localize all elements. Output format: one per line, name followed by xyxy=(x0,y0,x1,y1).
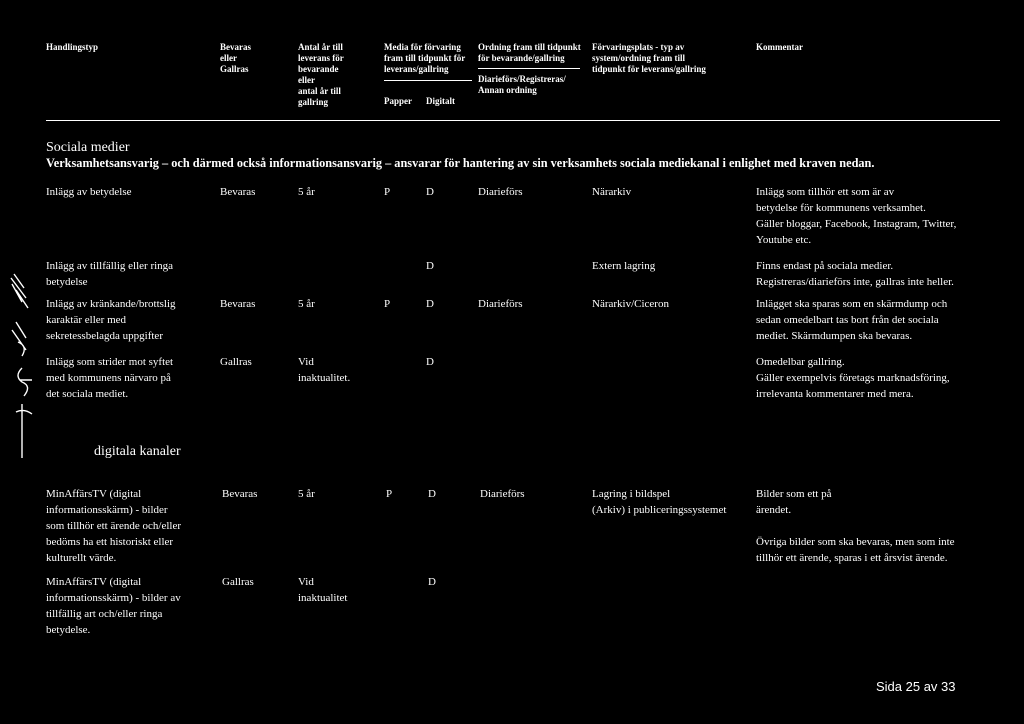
cell-handlingstyp: Inlägg som strider mot syftet med kommunens närvaro på det sociala mediet. xyxy=(46,356,174,400)
cell-forvaringsplats: Närarkiv/Ciceron xyxy=(592,298,669,310)
cell-digital: D xyxy=(426,356,434,368)
cell-forvaringsplats: Närarkiv xyxy=(592,186,632,198)
cell-kommentar: Inlägget ska sparas som en skärmdump och sedan omedelbart tas bort från det sociala mediet. Skärmdumpen ska bevaras. xyxy=(756,298,948,342)
header-antal-ar: Antal år till leverans för bevarande eller antal år till gallring xyxy=(298,42,344,107)
cell-kommentar: Finns endast på sociala medier. Registreras/diarieförs inte, gallras inte heller. xyxy=(756,260,954,288)
section-subtitle: Verksamhetsansvarig – och därmed också informationsansvarig – ansvarar för hantering av sin verksamhets sociala mediekanal i enlighet med kraven nedan. xyxy=(46,156,875,170)
header-bevaras-gallras: Bevaras eller Gallras xyxy=(220,42,251,74)
cell-years: 5 år xyxy=(298,186,315,198)
cell-paper: P xyxy=(384,298,391,310)
cell-ordning: Diarieförs xyxy=(480,488,525,500)
cell-handlingstyp: MinAffärsTV (digital informationsskärm) - bilder av tillfällig art och/eller ringa betydelse. xyxy=(46,576,181,636)
header-kommentar: Kommentar xyxy=(756,42,803,52)
section-title-digitala-kanaler: digitala kanaler xyxy=(94,444,181,459)
cell-digital: D xyxy=(428,576,436,588)
cell-kommentar: Inlägg som tillhör ett som är av betydelse för kommunens verksamhet. Gäller bloggar, Facebook, Instagram, Twitter, Youtube etc. xyxy=(756,186,957,246)
cell-status: Bevaras xyxy=(220,298,256,310)
cell-handlingstyp: Inlägg av betydelse xyxy=(46,186,132,198)
cell-digital: D xyxy=(426,298,434,310)
header-diariefors: Diarieförs/Registreras/ Annan ordning xyxy=(478,74,566,95)
header-divider xyxy=(46,120,1000,121)
cell-forvaringsplats: Extern lagring xyxy=(592,260,656,272)
cell-years: Vid inaktualitet. xyxy=(298,356,351,384)
header-forvaringsplats: Förvaringsplats - typ av system/ordning fram till tidpunkt för leverans/gallring xyxy=(592,42,706,74)
cell-ordning: Diarieförs xyxy=(478,186,523,198)
cell-handlingstyp: MinAffärsTV (digital informationsskärm) - bilder som tillhör ett ärende och/eller bedöms ha ett historiskt eller kulturellt värde. xyxy=(46,488,182,564)
cell-digital: D xyxy=(426,186,434,198)
header-ordning: Ordning fram till tidpunkt för bevarande/gallring xyxy=(478,42,581,63)
header-digitalt: Digitalt xyxy=(426,96,455,106)
cell-status: Bevaras xyxy=(222,488,258,500)
cell-kommentar: Omedelbar gallring. Gäller exempelvis företags marknadsföring, irrelevanta kommentarer med mera. xyxy=(756,356,950,400)
cell-status: Bevaras xyxy=(220,186,256,198)
cell-paper: P xyxy=(384,186,391,198)
header-media-rule xyxy=(384,80,472,81)
header-papper: Papper xyxy=(384,96,412,106)
cell-handlingstyp: Inlägg av tillfällig eller ringa betydelse xyxy=(46,260,174,288)
header-handlingstyp: Handlingstyp xyxy=(46,42,99,52)
cell-digital: D xyxy=(426,260,434,272)
header-media-forvaring: Media för förvaring fram till tidpunkt för leverans/gallring xyxy=(384,42,466,74)
cell-status: Gallras xyxy=(222,576,254,588)
cell-paper: P xyxy=(386,488,393,500)
page-number: Sida 25 av 33 xyxy=(876,679,956,694)
section-title-sociala-medier: Sociala medier xyxy=(46,140,130,155)
cell-ordning: Diarieförs xyxy=(478,298,523,310)
header-ordning-rule xyxy=(478,68,580,69)
cell-status: Gallras xyxy=(220,356,252,368)
cell-years: 5 år xyxy=(298,298,315,310)
cell-forvaringsplats: Lagring i bildspel (Arkiv) i publiceringssystemet xyxy=(592,488,727,516)
cell-digital: D xyxy=(428,488,436,500)
cell-years: Vid inaktualitet xyxy=(298,576,348,604)
cell-years: 5 år xyxy=(298,488,315,500)
cell-handlingstyp: Inlägg av kränkande/brottslig karaktär eller med sekretessbelagda uppgifter xyxy=(46,298,176,342)
cell-kommentar: Bilder som ett på ärendet. Övriga bilder som ska bevaras, men som inte tillhör ett ärende, sparas i ett årsvist ärende. xyxy=(756,488,955,564)
handwritten-signature xyxy=(2,272,42,462)
